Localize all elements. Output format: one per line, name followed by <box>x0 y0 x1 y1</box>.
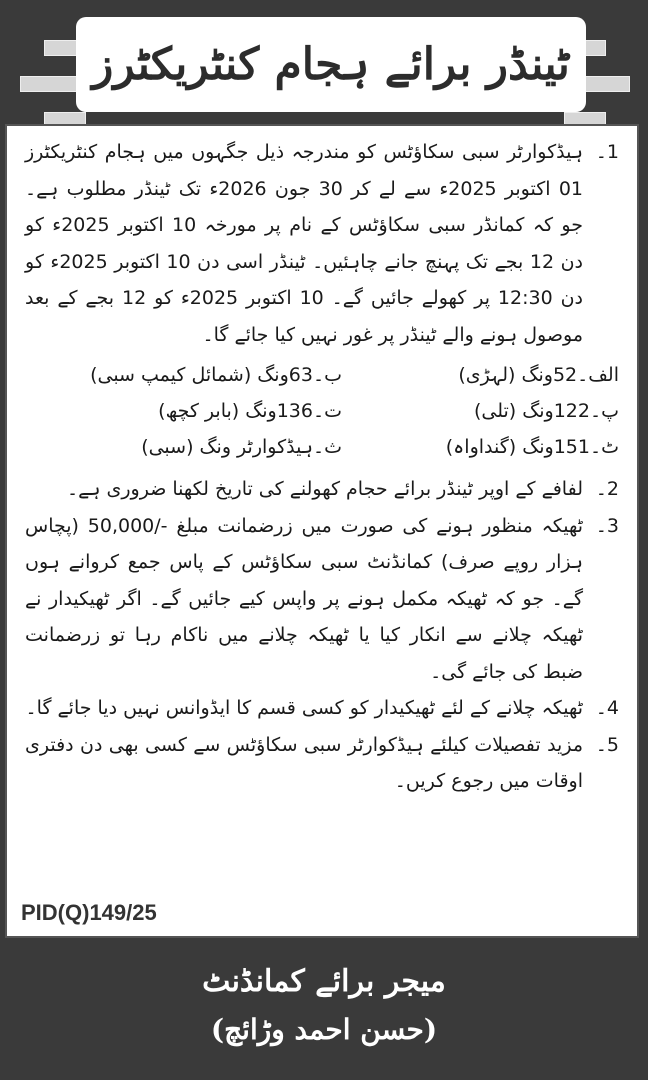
clause-number: 1۔ <box>595 141 619 163</box>
clause-number: 3۔ <box>595 514 619 537</box>
signatory-designation: میجر برائے کمانڈنٹ <box>202 964 446 999</box>
signatory-name: (حسن احمد وڑائچ) <box>210 1013 438 1046</box>
tender-body <box>5 124 639 938</box>
site-item: الف۔52ونگ (لہڑی) <box>458 364 619 386</box>
clause-text: ٹھیکہ منظور ہونے کی صورت میں زرضمانت مبلغ -/50,000 (پچاس ہزار روپے صرف) کمانڈنٹ سبی سکاؤٹس کے پاس جمع کروانے ہوں گے۔ جو کہ ٹھیکہ مکمل ہونے پر واپس کیے جائیں گے۔ اگر ٹھیکیدار نے ٹھیکہ چلانے سے انکار کیا یا ٹھیکہ چلانے میں ناکام رہا تو زرضمانت ضبط کی جائے گی۔ <box>25 514 583 683</box>
site-item: ب۔63ونگ (شمائل کیمپ سبی) <box>90 364 342 386</box>
site-item: ث۔ہیڈکوارٹر ونگ (سبی) <box>141 436 342 458</box>
pid-reference: PID(Q)149/25 <box>21 900 157 925</box>
clause-text: لفافے کے اوپر ٹینڈر برائے حجام کھولنے کی تاریخ لکھنا ضروری ہے۔ <box>67 478 583 500</box>
site-item: ٹ۔151ونگ (گنداواہ) <box>445 436 619 458</box>
clause-5 <box>25 727 619 800</box>
sites-list <box>25 357 619 465</box>
clause-4 <box>25 690 619 727</box>
clause-2 <box>25 471 619 508</box>
clause-text: مزید تفصیلات کیلئے ہیڈکوارٹر سبی سکاؤٹس سے کسی بھی دن دفتری اوقات میں رجوع کریں۔ <box>25 733 583 792</box>
clause-text: ٹھیکہ چلانے کے لئے ٹھیکیدار کو کسی قسم کا ایڈوانس نہیں دیا جائے گا۔ <box>25 697 583 719</box>
signature-footer <box>0 940 648 1080</box>
site-item: پ۔122ونگ (تلی) <box>473 400 619 422</box>
clause-number: 5۔ <box>595 733 619 756</box>
clause-text: ہیڈکوارٹر سبی سکاؤٹس کو مندرجہ ذیل جگہوں میں ہجام کنٹریکٹرز 01 اکتوبر 2025ء سے لے کر 30 جون 2026ء تک ٹینڈر مطلوب ہے۔ جو کہ کمانڈر سبی سکاؤٹس کے نام پر مورخہ 10 اکتوبر 2025ء کو دن 12 بجے تک پہنچ جانے چاہئیں۔ ٹینڈر اسی دن 10 اکتوبر 2025ء کو دن 12:30 پر کھولے جائیں گے۔ 10 اکتوبر 2025ء کو 12 بجے کے بعد موصول ہونے والے ٹینڈر پر غور نہیں کیا جائے گا۔ <box>25 141 583 346</box>
clause-1 <box>25 134 619 353</box>
title-box <box>76 17 586 112</box>
clause-3 <box>25 508 619 691</box>
page-title: ٹینڈر برائے ہجام کنٹریکٹرز <box>92 39 570 90</box>
clause-number: 4۔ <box>595 697 619 719</box>
header-banner <box>0 0 648 124</box>
clause-number: 2۔ <box>595 478 619 500</box>
site-item: ت۔136ونگ (بابر کچھ) <box>158 400 342 422</box>
